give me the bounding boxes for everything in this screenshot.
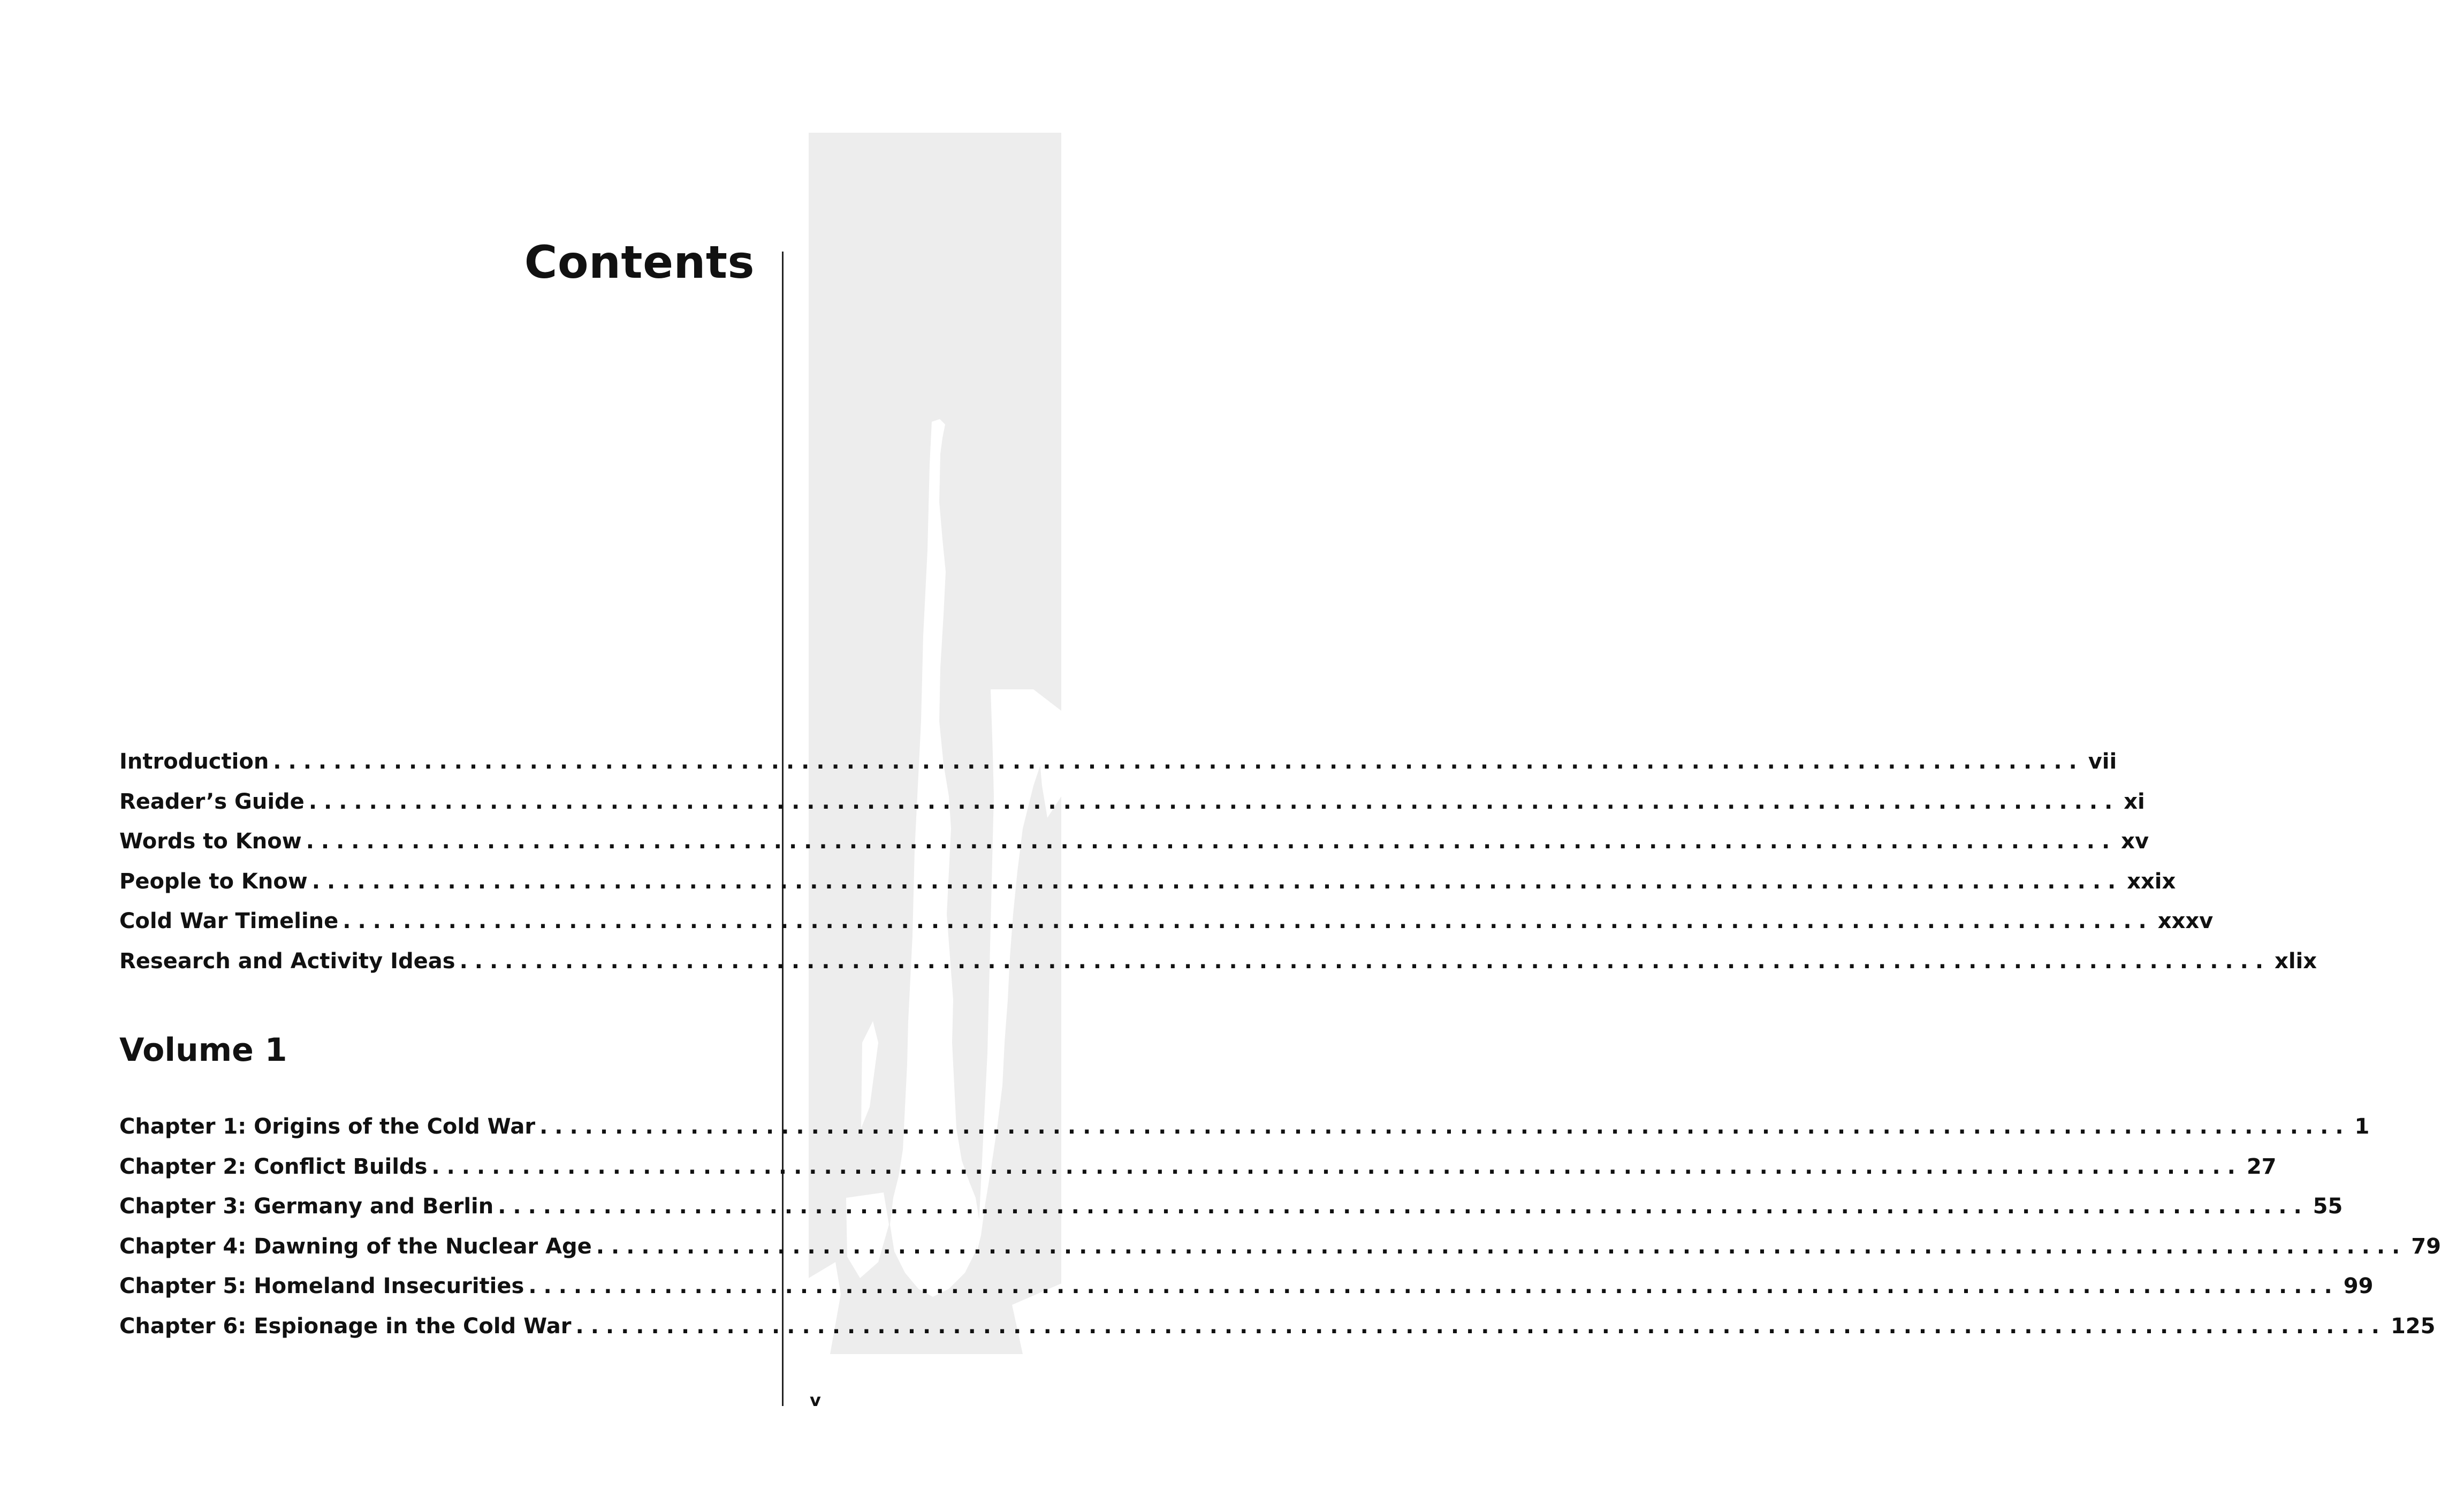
toc-entry-page: 125 <box>2390 1313 2436 1339</box>
toc-entry[interactable] <box>119 789 2145 830</box>
toc-entry-label: Chapter 1: Origins of the Cold War <box>119 1114 536 1139</box>
dot-leader: ........................................................................................................................ <box>459 948 2271 974</box>
toc-entry-label: Chapter 5: Homeland Insecurities <box>119 1274 524 1298</box>
toc-entry-label: Chapter 2: Conflict Builds <box>119 1154 428 1179</box>
toc-entry[interactable] <box>119 1194 2343 1234</box>
toc-entry[interactable] <box>119 1154 2277 1195</box>
toc-entry-page: vii <box>2088 749 2117 774</box>
dot-leader: ........................................................................................................................ <box>311 869 2123 894</box>
toc-entry-label: Reader’s Guide <box>119 789 305 814</box>
toc-entry-page: 79 <box>2411 1234 2441 1259</box>
dot-leader: ........................................................................................................................ <box>308 789 2120 814</box>
toc-entry[interactable] <box>119 869 2176 909</box>
toc-entry-page: xi <box>2124 789 2145 814</box>
toc-entry-page: 55 <box>2313 1194 2343 1219</box>
dot-leader: ........................................................................................................................ <box>498 1194 2309 1219</box>
toc-entry-label: Chapter 4: Dawning of the Nuclear Age <box>119 1234 592 1259</box>
toc-front-matter <box>119 749 2317 989</box>
toc-entry-page: xxix <box>2127 869 2176 894</box>
dot-leader: ........................................................................................................................ <box>343 909 2154 933</box>
page-title: Contents <box>524 236 755 288</box>
toc-entry-page: xxxv <box>2157 909 2214 933</box>
toc-entry-label: Chapter 6: Espionage in the Cold War <box>119 1313 572 1339</box>
dot-leader: ........................................................................................................................ <box>539 1114 2351 1139</box>
toc-entry-page: xlix <box>2275 948 2317 974</box>
toc-entry-label: Research and Activity Ideas <box>119 948 455 974</box>
toc-entry[interactable] <box>119 1274 2374 1314</box>
toc-entry-label: Chapter 3: Germany and Berlin <box>119 1194 494 1219</box>
toc-entry[interactable] <box>119 1114 2370 1154</box>
dot-leader: ........................................................................................................................ <box>575 1313 2386 1339</box>
toc-entry[interactable] <box>119 948 2317 989</box>
toc-entry-page: 27 <box>2246 1154 2277 1179</box>
dot-leader: ........................................................................................................................ <box>306 829 2117 854</box>
toc-entry-label: Words to Know <box>119 829 302 854</box>
toc-entry-label: Introduction <box>119 749 269 774</box>
toc-entry-page: xv <box>2121 829 2149 854</box>
toc-entry-label: People to Know <box>119 869 308 894</box>
toc-volume-1 <box>119 1114 2441 1354</box>
dot-leader: ........................................................................................................................ <box>273 749 2084 774</box>
toc-entry-label: Cold War Timeline <box>119 909 339 933</box>
toc-entry[interactable] <box>119 749 2117 789</box>
toc-entry[interactable] <box>119 829 2149 869</box>
dot-leader: ........................................................................................................................ <box>528 1274 2339 1298</box>
volume-heading: Volume 1 <box>119 1031 287 1069</box>
toc-entry-page: 99 <box>2343 1274 2374 1298</box>
toc-entry-page: 1 <box>2354 1114 2370 1139</box>
toc-entry[interactable] <box>119 909 2214 949</box>
toc-entry[interactable] <box>119 1234 2441 1274</box>
dot-leader: ........................................................................................................................ <box>431 1154 2242 1179</box>
dot-leader: ........................................................................................................................ <box>596 1234 2407 1259</box>
page-number: v <box>810 1390 821 1410</box>
toc-entry[interactable] <box>119 1313 2436 1354</box>
